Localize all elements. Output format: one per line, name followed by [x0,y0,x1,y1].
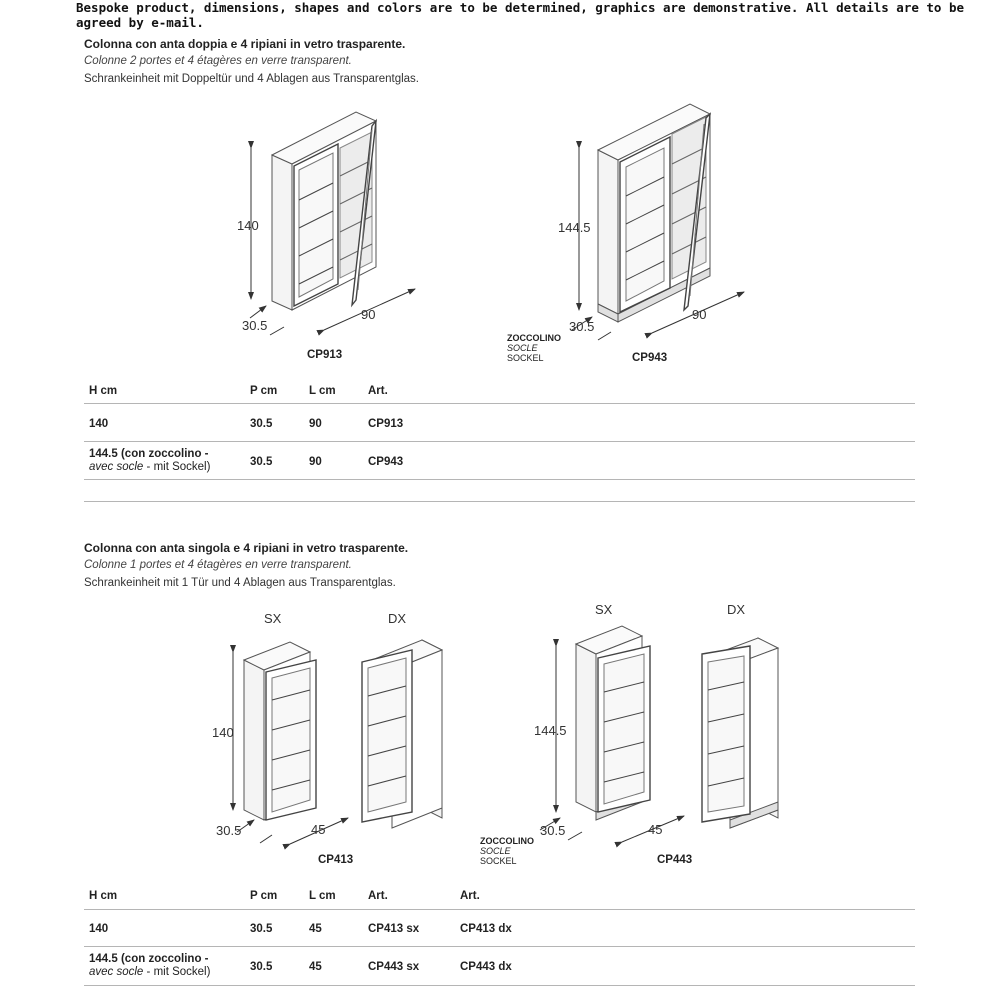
table2-row2-art-dx: CP443 dx [460,961,512,973]
table2-row2-l: 45 [309,961,322,973]
width-label-cp443: 45 [648,822,663,837]
sx-label-cp413: SX [264,611,282,626]
table2-row1-art-dx: CP413 dx [460,923,512,935]
cabinet-drawing-cp943 [572,104,744,340]
table1-header-p: P cm [250,385,278,397]
depth-label-cp913: 30.5 [242,318,268,333]
table1-divider [84,403,915,404]
socle-label-cp943: ZOCCOLINO SOCLE SOCKEL [507,333,561,363]
height-label-cp943: 144.5 [558,220,591,235]
cabinet-drawing-cp413 [233,640,442,844]
table2-row1-p: 30.5 [250,923,273,935]
code-label-cp913: CP913 [307,349,343,361]
depth-label-cp413: 30.5 [216,823,242,838]
table2-row2-art-sx: CP443 sx [368,961,420,973]
table1-row2-p: 30.5 [250,456,273,468]
table2-divider [84,909,915,910]
table2-row1-h: 140 [89,923,109,935]
table1-row1-l: 90 [309,418,322,430]
section2-subtitle-de: Schrankeinheit mit 1 Tür und 4 Ablagen aus Transparentglas. [84,577,396,589]
table1-divider [84,479,915,480]
cabinet-drawing-cp443 [540,626,778,842]
table1-divider [84,501,915,502]
code-label-cp943: CP943 [632,352,668,364]
table2-row2-h: 144.5 (con zoccolino - avec socle - mit Sockel) [89,953,211,978]
depth-label-cp943: 30.5 [569,319,595,334]
table1-row2-l: 90 [309,456,322,468]
section1-subtitle-de: Schrankeinheit mit Doppeltür und 4 Ablagen aus Transparentglas. [84,73,419,85]
table1-header-h: H cm [89,385,118,397]
section2-subtitle-fr: Colonne 1 portes et 4 étagères en verre transparent. [84,559,352,571]
section2-title: Colonna con anta singola e 4 ripiani in vetro trasparente. [84,541,409,555]
width-label-cp913: 90 [361,307,376,322]
table2-divider [84,946,915,947]
table2-header-p: P cm [250,890,278,902]
height-label-cp443: 144.5 [534,723,567,738]
table2-divider [84,985,915,986]
code-label-cp413: CP413 [318,854,354,866]
table1-row2-art: CP943 [368,456,404,468]
sx-label-cp443: SX [595,602,613,617]
socle-label-cp443: ZOCCOLINO SOCLE SOCKEL [480,836,534,866]
dx-label-cp413: DX [388,611,407,626]
table1-header-art: Art. [368,385,388,397]
table1-row1-p: 30.5 [250,418,273,430]
height-label-cp913: 140 [237,218,259,233]
width-label-cp413: 45 [311,822,326,837]
table2-header-art-sx: Art. [368,890,388,902]
section1-title: Colonna con anta doppia e 4 ripiani in vetro trasparente. [84,37,406,51]
table2-header-l: L cm [309,890,336,902]
height-label-cp413: 140 [212,725,234,740]
depth-label-cp443: 30.5 [540,823,566,838]
table2-header-h: H cm [89,890,118,902]
section1-subtitle-fr: Colonne 2 portes et 4 étagères en verre transparent. [84,55,352,67]
cabinet-drawing-cp913 [250,112,415,335]
table2-row1-l: 45 [309,923,322,935]
code-label-cp443: CP443 [657,854,693,866]
table1-header-l: L cm [309,385,336,397]
table1-row1-h: 140 [89,418,109,430]
table1-row1-art: CP913 [368,418,404,430]
table1-divider [84,441,915,442]
width-label-cp943: 90 [692,307,707,322]
table2-row2-p: 30.5 [250,961,273,973]
table2-row1-art-sx: CP413 sx [368,923,420,935]
table2-header-art-dx: Art. [460,890,480,902]
dx-label-cp443: DX [727,602,746,617]
table1-row2-h: 144.5 (con zoccolino - avec socle - mit Sockel) [89,448,211,473]
disclaimer-notice: Bespoke product, dimensions, shapes and colors are to be determined, graphics are demonstrative. All details are to be agreed by e-mail. [76,0,965,30]
